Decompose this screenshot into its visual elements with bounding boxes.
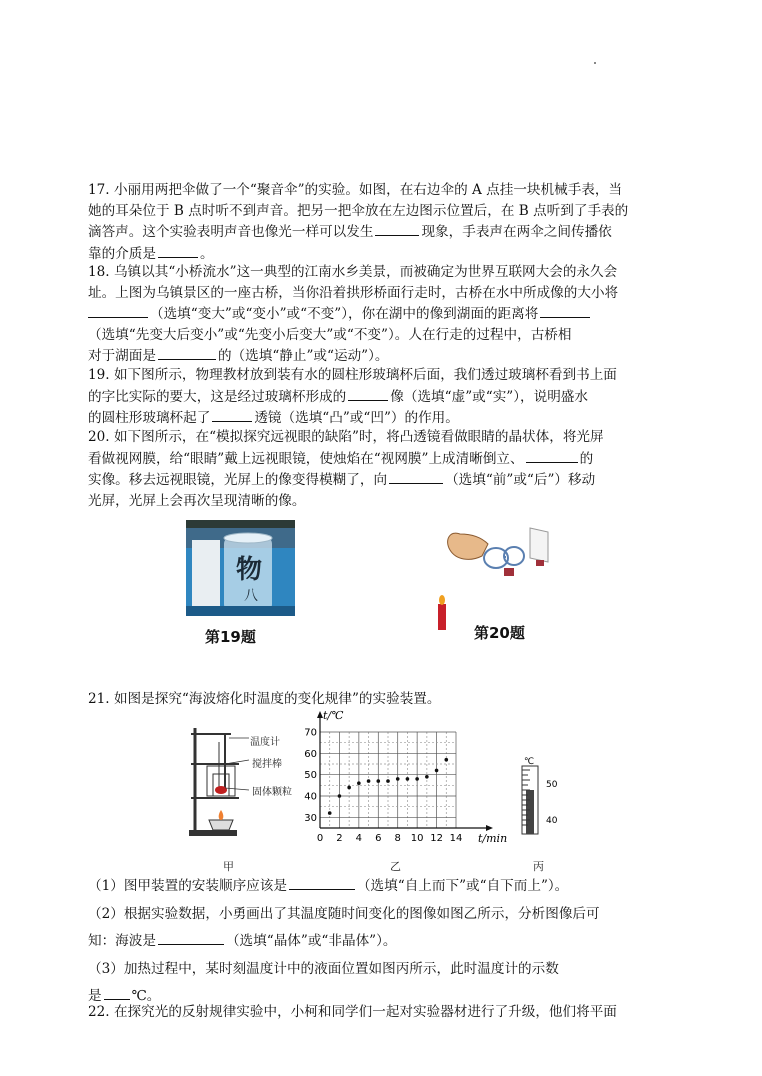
chart-x-tick-label: 14	[449, 833, 463, 844]
q19-blank-2[interactable]	[212, 407, 252, 422]
figure-19-caption: 第19题	[205, 628, 256, 646]
chart-data-point	[338, 794, 342, 798]
q17-line2: 她的耳朵位于 B 点时听不到声音。把另一把伞放在左边图示位置后，在 B 点听到了手表的	[88, 202, 629, 219]
q20-line3: 实像。移去远视眼镜，光屏上的像变得模糊了，向 （选填“前”或“后”）移动	[88, 469, 674, 491]
chart-data-point	[435, 769, 439, 773]
q20-blank-2[interactable]	[389, 469, 443, 484]
q20-blank-1[interactable]	[526, 448, 578, 463]
figure-19-photo	[186, 520, 295, 616]
label-stirrer: 搅拌棒	[252, 759, 282, 770]
chart-data-point	[347, 786, 351, 790]
chart-y-tick-label: 40	[304, 791, 317, 803]
chart-data-point	[444, 758, 448, 762]
chart-y-tick-label: 30	[304, 812, 317, 824]
q21-blank-1[interactable]	[289, 875, 355, 890]
chart-x-tick-label: 8	[394, 833, 401, 844]
label-particles: 固体颗粒	[252, 787, 292, 798]
q21-blank-3[interactable]	[104, 985, 130, 1000]
fig-label-a: 甲	[223, 860, 234, 873]
q21-s2: （2）根据实验数据，小勇画出了其温度随时间变化的图像如图乙所示，分析图像后可	[88, 905, 600, 922]
chart-x-axis-label: t/min	[478, 832, 508, 845]
q19-blank-1[interactable]	[348, 386, 388, 401]
q18-blank-3[interactable]	[158, 345, 216, 360]
chart-data-point	[376, 779, 380, 783]
chart-y-tick-label: 70	[304, 727, 317, 739]
chart-x-arrow	[486, 825, 493, 831]
chart-data-point	[406, 777, 410, 781]
chart-x-tick-label: 10	[410, 833, 424, 844]
q21-s2-cont: 知：海波是 （选填“晶体”或“非晶体”）。	[88, 928, 674, 956]
thermo-tick-50: 50	[546, 780, 558, 790]
question-17	[88, 180, 674, 264]
question-19	[88, 365, 674, 429]
q17-line3: 滴答声。这个实验表明声音也像光一样可以发生 现象，手表声在两伞之间传播依	[88, 221, 674, 243]
q17-blank-1[interactable]	[375, 221, 419, 236]
book-title-char: 物	[236, 555, 263, 585]
thermo-tick-40: 40	[546, 816, 558, 826]
q18-line5: 对于湖面是 的（选填“静止”或“运动”）。	[88, 345, 674, 367]
q21-blank-2[interactable]	[158, 930, 224, 945]
question-22	[88, 1002, 674, 1023]
q17-blank-2[interactable]	[158, 243, 198, 258]
chart-data-point	[425, 775, 429, 779]
chart-x-tick-label: 0	[316, 833, 324, 844]
chart-y-tick-label: 60	[304, 748, 317, 760]
chart-data-point	[367, 779, 371, 783]
question-20	[88, 427, 674, 511]
chart-x-tick-label: 4	[355, 833, 363, 844]
figure-20-caption: 第20题	[474, 624, 525, 642]
question-21-subs	[88, 873, 674, 1011]
chart-x-tick-label: 2	[336, 833, 343, 844]
chart-data-point	[357, 781, 361, 785]
q20-line4: 光屏，光屏上会再次呈现清晰的像。	[88, 492, 306, 509]
q17-line4: 靠的介质是 。	[88, 243, 674, 265]
stray-dot	[594, 62, 596, 64]
label-thermometer: 温度计	[250, 737, 280, 748]
book-grade-char: 八	[244, 588, 258, 604]
q18-blank-2[interactable]	[540, 303, 590, 318]
fig-label-b: 乙	[390, 860, 401, 873]
question-21-intro: 21. 如图是探究“海波熔化时温度的变化规律”的实验装置。	[88, 691, 441, 707]
q18-blank-1[interactable]	[88, 303, 148, 318]
thermometer-figure	[512, 756, 572, 836]
question-18	[88, 262, 674, 367]
chart-x-tick-label: 6	[375, 833, 382, 844]
chart-x-tick-label: 12	[430, 833, 443, 844]
thermo-unit: ℃	[524, 757, 535, 767]
chart-data-point	[328, 811, 332, 815]
q18-line4: （选填“先变大后变小”或“先变小后变大”或“不变”）。人在行走的过程中，古桥相	[88, 326, 572, 343]
chart-y-tick-label: 50	[304, 770, 317, 782]
chart-data-point	[386, 779, 390, 783]
q19-line2: 的字比实际的要大，这是经过玻璃杯形成的 像（选填“虚”或“实”），说明盛水	[88, 386, 674, 408]
chart-y-axis-label: t/℃	[323, 709, 344, 722]
q21-s3-cont: 是 ℃。	[88, 983, 674, 1011]
q21-s1: （1）图甲装置的安装顺序应该是 （选填“自上而下”或“自下而上”）。	[88, 873, 674, 901]
q19-line3: 的圆柱形玻璃杯起了 透镜（选填“凸”或“凹”）的作用。	[88, 407, 674, 429]
q18-line1: 18. 乌镇以其“小桥流水”这一典型的江南水乡美景，而被确定为世界互联网大会的永久会	[88, 264, 618, 280]
q22-line1: 22. 在探究光的反射规律实验中，小柯和同学们一起对实验器材进行了升级，他们将平面	[88, 1004, 617, 1020]
q20-line1: 20. 如下图所示，在“模拟探究远视眼的缺陷”时，将凸透镜看做眼睛的晶状体，将光屏	[88, 429, 604, 445]
q21-s3: （3）加热过程中，某时刻温度计中的液面位置如图丙所示，此时温度计的示数	[88, 960, 559, 977]
chart-data-point	[415, 777, 419, 781]
temperature-chart	[300, 706, 508, 854]
figure-20-drawing	[430, 522, 560, 632]
q20-line2: 看做视网膜，给“眼睛”戴上远视眼镜，使烛焰在“视网膜”上成清晰倒立、 的	[88, 448, 674, 470]
q18-line3: （选填“变大”或“变小”或“不变”），你在湖中的像到湖面的距离将	[88, 303, 674, 325]
q17-line1: 17. 小丽用两把伞做了一个“聚音伞”的实验。如图，在右边伞的 A 点挂一块机械手表，当	[88, 182, 623, 198]
fig-label-c: 丙	[533, 860, 544, 873]
q19-line1: 19. 如下图所示，物理教材放到装有水的圆柱形玻璃杯后面，我们透过玻璃杯看到书上面	[88, 367, 617, 383]
chart-data-point	[396, 777, 400, 781]
q18-line2: 址。上图为乌镇景区的一座古桥，当你沿着拱形桥面行走时，古桥在水中所成像的大小将	[88, 284, 619, 301]
